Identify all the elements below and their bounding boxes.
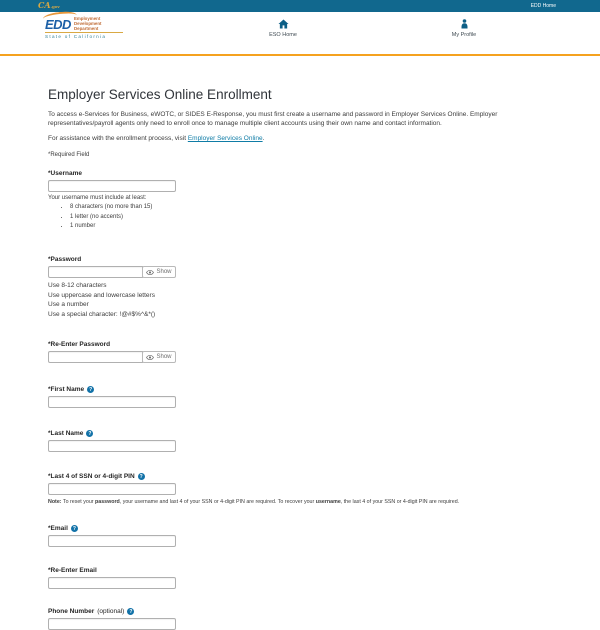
phone-input[interactable] [48,618,176,630]
ssn-pin-note: Note: To reset your password, your username and last 4 of your SSN or 4-digit PIN are required. To recover your username, the last 4 of your SSN or 4-digit PIN are required. [48,499,460,505]
reenter-password-label: *Re-Enter Password [48,341,111,348]
help-icon[interactable]: ? [129,608,133,615]
first-name-input[interactable] [48,396,176,408]
first-name-group [48,386,552,408]
top-utility-bar [0,0,600,12]
password-label: *Password [48,256,82,263]
nav-eso-home[interactable] [255,19,311,38]
nav-my-profile[interactable] [436,19,492,38]
reenter-email-label: *Re-Enter Email [48,567,97,574]
site-header [0,12,600,54]
required-field-note: *Required Field [48,152,90,158]
username-rule: • 1 letter (no accents) [70,214,552,220]
edd-home-link[interactable]: EDD Home [530,3,556,9]
username-input[interactable] [48,180,176,192]
profile-icon [460,19,469,29]
home-icon [278,19,289,29]
email-group [48,525,552,547]
last-name-label: *Last Name ? [48,430,92,437]
ssn-pin-label: *Last 4 of SSN or 4-digit PIN ? [48,473,143,480]
reenter-password-group [48,341,552,363]
password-show-button[interactable]: Show [142,266,176,278]
employer-services-online-link[interactable]: Employer Services Online [187,135,263,142]
edd-logo-wordmark: Employment Development Department [73,16,102,31]
username-rule: • 1 number [70,223,552,229]
reenter-password-input[interactable] [48,351,143,363]
edd-logo[interactable] [45,16,125,39]
page-title: Employer Services Online Enrollment [48,87,272,102]
phone-group [48,608,552,630]
nav-my-profile-label: My Profile [451,32,477,38]
eye-icon [146,355,154,360]
reenter-email-input[interactable] [48,577,176,589]
help-icon[interactable]: ? [139,473,143,480]
username-rules-list [70,204,552,229]
help-icon[interactable]: ? [72,525,76,532]
ssn-pin-input[interactable] [48,483,176,495]
username-rules-title: Your username must include at least: [48,195,147,201]
username-group [48,170,552,229]
phone-label: Phone Number (optional) ? [48,608,133,615]
edd-logo-swoosh [43,10,78,23]
help-icon[interactable]: ? [88,430,92,437]
intro-paragraph: To access e-Services for Business, eWOTC, or SIDES E-Response, you must first create a username and password in Employer Services Online. Employer representatives/payroll agents only need to enroll once to manage multiple client accounts using their own name and contact information. [48,111,498,127]
help-icon[interactable]: ? [89,386,93,393]
username-rule: • 8 characters (no more than 15) [70,204,552,210]
main-content [0,87,600,630]
email-label: *Email ? [48,525,76,532]
ssn-pin-group [48,473,552,506]
cagov-logo[interactable]: CA.gov [38,0,60,10]
edd-logo-rule [45,32,123,33]
email-input[interactable] [48,535,176,547]
edd-logo-tagline: State of California [45,34,107,39]
first-name-label: *First Name ? [48,386,93,393]
assistance-line: For assistance with the enrollment process, visit Employer Services Online. [48,135,265,142]
last-name-group [48,430,552,452]
last-name-input[interactable] [48,440,176,452]
password-input[interactable] [48,266,143,278]
password-hints: Use 8-12 characters Use uppercase and lowercase letters Use a number Use a special character: !@#$%^&*() [48,282,156,318]
password-group [48,256,552,319]
edd-logo-acronym: EDD [45,17,71,32]
eye-icon [146,270,154,275]
header-accent-rule [0,54,600,56]
username-label: *Username [48,170,82,177]
reenter-email-group [48,567,552,589]
reenter-password-show-button[interactable]: Show [142,351,176,363]
nav-eso-home-label: ESO Home [269,32,297,38]
